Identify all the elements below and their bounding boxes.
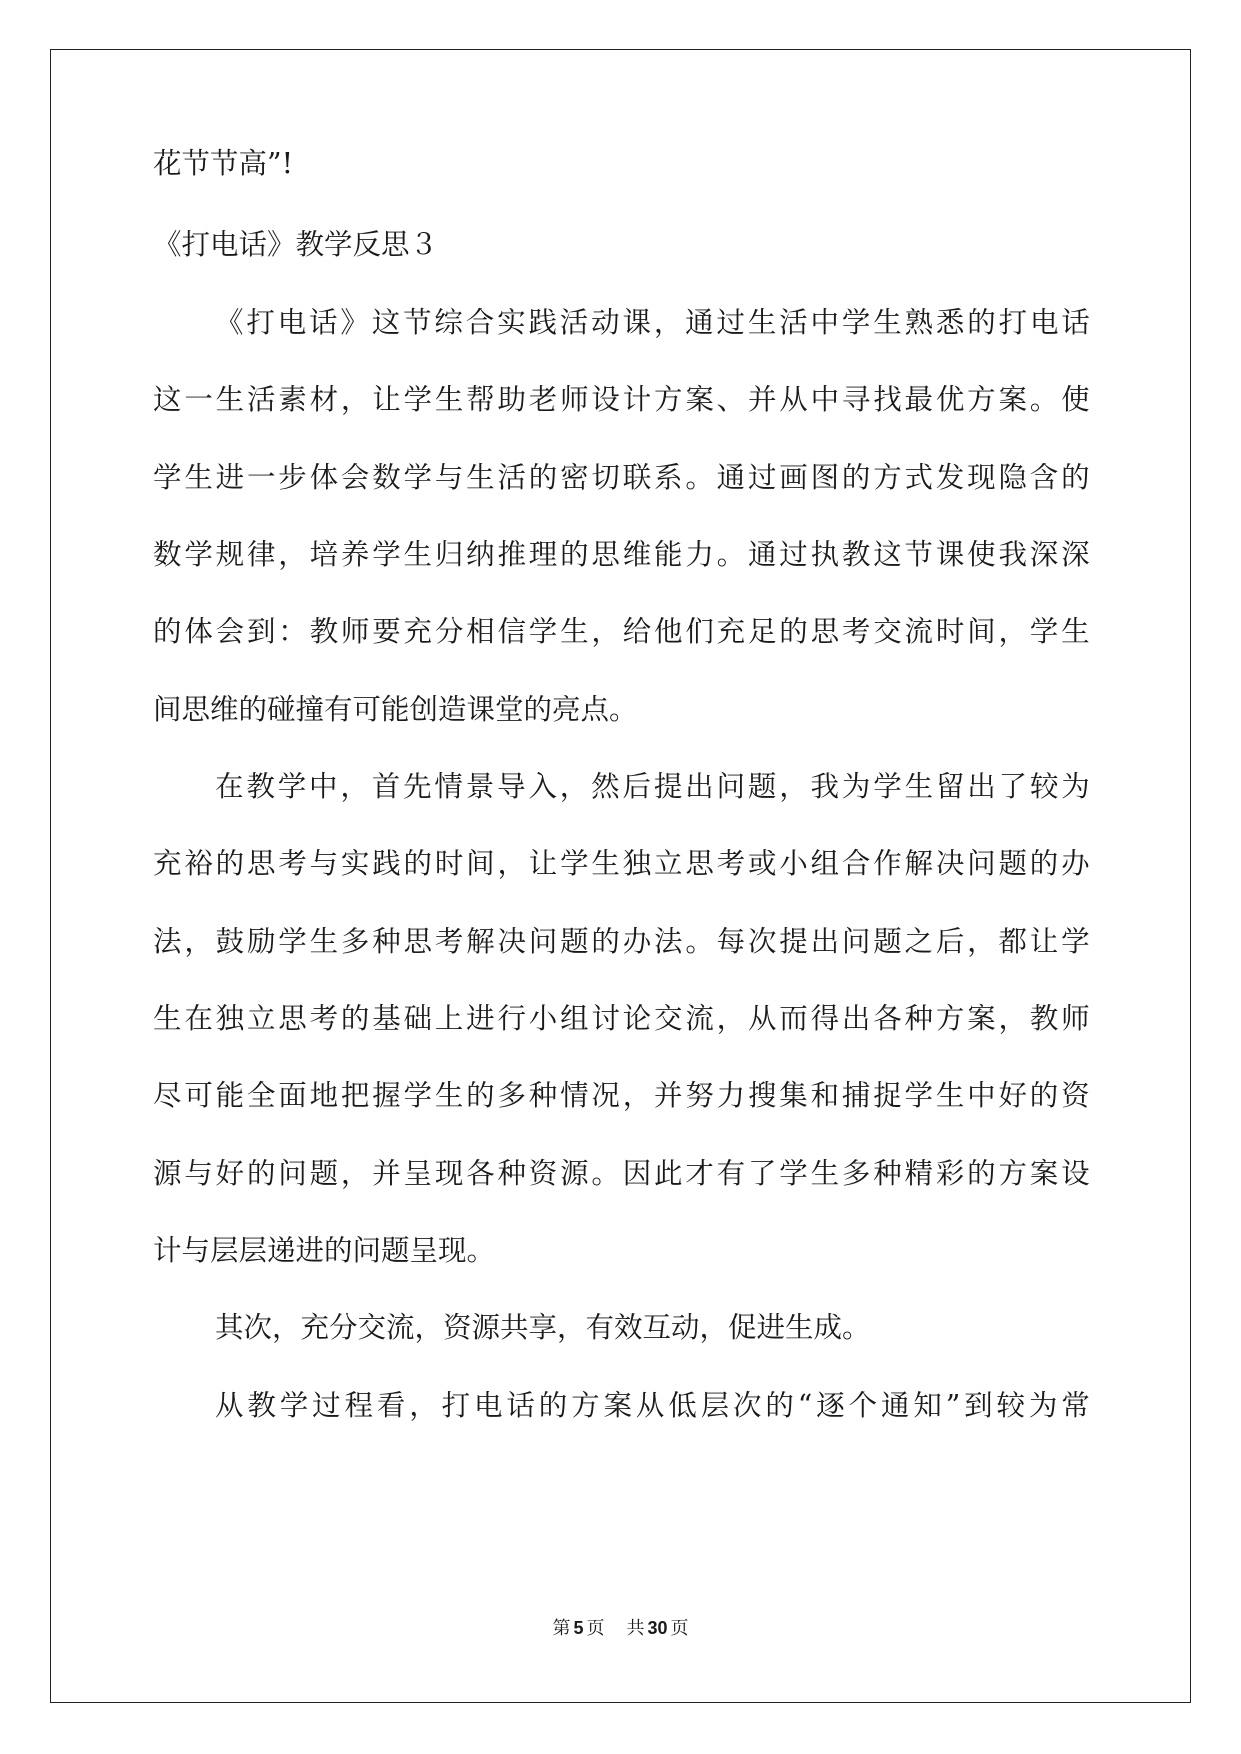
- paragraph-1-line-2: 这 一 生 活 素 材 ， 让 学 生 帮 助 老 师 设 计 方 案 、 并 从 中 寻 找 最 优 方 案 。 使: [153, 383, 1090, 416]
- paragraph-2-line-7: 计与层层递进的问题呈现。: [153, 1234, 496, 1267]
- paragraph-4-line-1: 从 教 学 过 程 看 ， 打 电 话 的 方 案 从 低 层 次 的 “ 逐 个 通 知 ” 到 较 为 常: [215, 1389, 1090, 1422]
- footer-total-pages: 30: [647, 1618, 668, 1638]
- paragraph-1-line-6: 间思维的碰撞有可能创造课堂的亮点。: [153, 693, 638, 726]
- paragraph-2-line-5: 尽 可 能 全 面 地 把 握 学 生 的 多 种 情 况 ， 并 努 力 搜 集 和 捕 捉 学 生 中 好 的 资: [153, 1079, 1090, 1112]
- section-heading: 《打电话》教学反思３: [153, 228, 439, 261]
- footer-total-prefix: 共: [626, 1618, 645, 1639]
- paragraph-2-line-3: 法 ， 鼓 励 学 生 多 种 思 考 解 决 问 题 的 办 法 。 每 次 提 出 问 题 之 后 ， 都 让 学: [153, 925, 1090, 958]
- footer-page-word: 页: [586, 1618, 605, 1639]
- footer-total-suffix: 页: [670, 1618, 689, 1639]
- paragraph-2-line-6: 源 与 好 的 问 题 ， 并 呈 现 各 种 资 源 。 因 此 才 有 了 学 生 多 种 精 彩 的 方 案 设: [153, 1157, 1090, 1190]
- paragraph-1-line-3: 学 生 进 一 步 体 会 数 学 与 生 活 的 密 切 联 系 。 通 过 画 图 的 方 式 发 现 隐 含 的: [153, 461, 1090, 494]
- footer-prefix: 第: [552, 1618, 571, 1639]
- paragraph-1-line-5: 的 体 会 到 ： 教 师 要 充 分 相 信 学 生 ， 给 他 们 充 足 的 思 考 交 流 时 间 ， 学 生: [153, 615, 1090, 648]
- paragraph-2-line-4: 生 在 独 立 思 考 的 基 础 上 进 行 小 组 讨 论 交 流 ， 从 而 得 出 各 种 方 案 ， 教 师: [153, 1002, 1090, 1035]
- paragraph-2-line-1: 在 教 学 中 ， 首 先 情 景 导 入 ， 然 后 提 出 问 题 ， 我 为 学 生 留 出 了 较 为: [215, 770, 1090, 803]
- paragraph-3-line-1: 其次，充分交流，资源共享，有效互动，促进生成。: [215, 1311, 871, 1344]
- paragraph-1-line-4: 数 学 规 律 ， 培 养 学 生 归 纳 推 理 的 思 维 能 力 。 通 过 执 教 这 节 课 使 我 深 深: [153, 538, 1090, 571]
- paragraph-1-line-1: 《 打 电 话 》 这 节 综 合 实 践 活 动 课 ， 通 过 生 活 中 学 生 熟 悉 的 打 电 话: [215, 306, 1090, 339]
- paragraph-2-line-2: 充 裕 的 思 考 与 实 践 的 时 间 ， 让 学 生 独 立 思 考 或 小 组 合 作 解 决 问 题 的 办: [153, 847, 1090, 880]
- text-line-1: 花节节高”!: [153, 147, 294, 180]
- footer-current-page: 5: [573, 1618, 584, 1638]
- page-footer: [0, 1616, 1241, 1641]
